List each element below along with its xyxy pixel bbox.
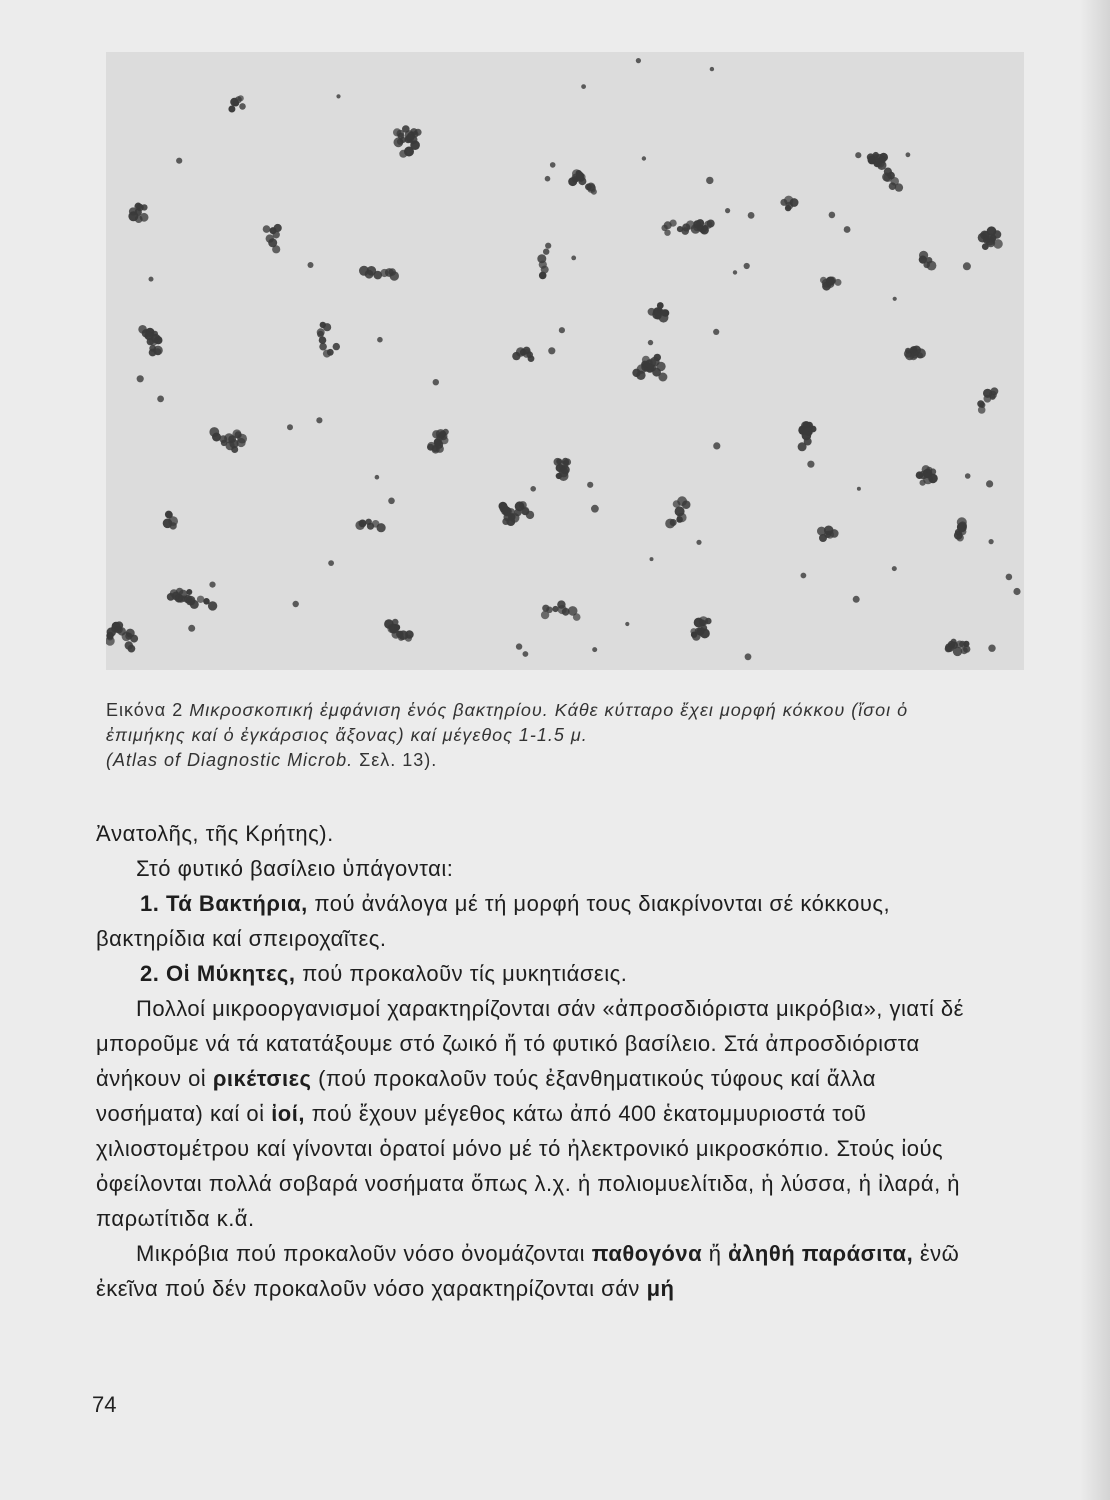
coccus-cell xyxy=(149,277,154,282)
paragraph-pathogens xyxy=(96,1236,976,1306)
coccus-cell xyxy=(963,262,971,270)
coccus-cell xyxy=(844,226,851,233)
coccus-cell xyxy=(209,582,215,588)
coccus-cell xyxy=(916,348,926,358)
coccus-cell xyxy=(167,593,175,601)
coccus-cell xyxy=(699,620,706,627)
line-continuation: Ἀνατολῆς, τῆς Κρήτης). xyxy=(96,821,334,846)
coccus-cell xyxy=(526,351,533,358)
coccus-cell xyxy=(810,426,817,433)
coccus-cell xyxy=(830,529,839,538)
coccus-cell xyxy=(697,224,704,231)
term-true-parasites: ἀληθή παράσιτα, xyxy=(728,1241,914,1266)
coccus-cell xyxy=(910,346,917,353)
coccus-cell xyxy=(163,519,173,529)
coccus-cell xyxy=(323,350,331,358)
coccus-cell xyxy=(648,340,653,345)
coccus-cell xyxy=(1013,588,1020,595)
coccus-cell xyxy=(784,196,793,205)
coccus-cell xyxy=(587,482,593,488)
coccus-cell xyxy=(706,177,713,184)
coccus-cell xyxy=(141,204,147,210)
coccus-cell xyxy=(713,442,720,449)
coccus-cell xyxy=(263,225,271,233)
coccus-cell xyxy=(516,643,522,649)
list-number-2: 2. xyxy=(140,961,160,986)
term-viruses: ἰοί, xyxy=(271,1101,305,1126)
coccus-cell xyxy=(389,268,396,275)
coccus-cell xyxy=(523,651,529,657)
body-text xyxy=(96,816,976,1306)
coccus-cell xyxy=(336,94,340,98)
caption-source-page: Σελ. 13). xyxy=(359,750,438,770)
intro-line: Στό φυτικό βασίλειο ὑπάγονται: xyxy=(136,856,454,881)
coccus-cell xyxy=(884,168,892,176)
coccus-cell xyxy=(546,607,553,614)
coccus-cell xyxy=(670,220,677,227)
para1-text-a: Πολλοί μικροοργανισμοί χαρακτηρίζονται σάν «ἀπροσδιόριστα μικρόβια», γιατί δέ μποροῦμε νά τά κατατάξουμε στό ζωικό ἤ τό φυτικό βασίλειο. Στά ἀπροσδιόριστα ἀνήκουν οἱ xyxy=(96,996,964,1091)
coccus-cell xyxy=(957,522,967,532)
coccus-cell xyxy=(853,596,860,603)
bacteria-micrograph xyxy=(106,52,1024,670)
coccus-cell xyxy=(710,67,714,71)
para1-text-b: (πού προκαλοῦν τούς ἐξανθηματικούς τύφους καί ἄλλα νοσήματα) καί οἱ xyxy=(96,1066,876,1126)
coccus-cell xyxy=(176,158,182,164)
coccus-cell xyxy=(670,519,677,526)
coccus-cell xyxy=(387,624,396,633)
coccus-cell xyxy=(433,379,439,385)
coccus-cell xyxy=(690,628,697,635)
caption-description: Μικροσκοπική ἐμφάνιση ἑνός βακτηρίου. Κάθε κύτταρο ἔχει μορφή κόκκου (ἴσοι ὁ ἐπιμήκης καί ὁ ἐγκάρσιος ἄξονας) καί μέγεθος 1-1.5 μ. xyxy=(106,700,909,745)
coccus-cell xyxy=(154,348,161,355)
coccus-cell xyxy=(550,162,556,168)
coccus-cell xyxy=(157,396,164,403)
coccus-cell xyxy=(507,508,514,515)
coccus-cell xyxy=(979,402,985,408)
coccus-cell xyxy=(188,625,195,632)
list-item-bacteria xyxy=(96,886,976,956)
coccus-cell xyxy=(927,261,937,271)
page-number: 74 xyxy=(92,1392,117,1417)
coccus-cell xyxy=(125,641,133,649)
caption-prefix: Εικόνα 2 xyxy=(106,700,184,720)
coccus-cell xyxy=(556,473,562,479)
coccus-cell xyxy=(377,523,386,532)
coccus-cell xyxy=(591,505,599,513)
coccus-cell xyxy=(632,369,640,377)
item1-text: πού ἀνάλογα μέ τή μορφή τους διακρίνονται σέ κόκκους, βακτηρίδια καί σπειροχαῖτες. xyxy=(96,891,891,951)
coccus-cell xyxy=(993,239,1003,249)
coccus-cell xyxy=(857,487,861,491)
coccus-cell xyxy=(559,327,565,333)
coccus-cell xyxy=(991,387,999,395)
coccus-cell xyxy=(573,613,581,621)
coccus-cell xyxy=(807,461,814,468)
term-fungi: Οἱ Μύκητες, xyxy=(165,961,296,986)
coccus-cell xyxy=(293,601,299,607)
coccus-cell xyxy=(648,308,656,316)
coccus-cell xyxy=(587,184,596,193)
coccus-cell xyxy=(855,152,861,158)
coccus-cell xyxy=(592,647,597,652)
coccus-cell xyxy=(287,424,293,430)
coccus-cell xyxy=(989,539,994,544)
coccus-cell xyxy=(138,325,147,334)
coccus-cell xyxy=(578,177,586,185)
coccus-cell xyxy=(707,220,715,228)
coccus-cell xyxy=(316,417,322,423)
coccus-cell xyxy=(359,520,367,528)
coccus-cell xyxy=(920,480,926,486)
coccus-cell xyxy=(402,125,410,133)
term-bacteria: Τά Βακτήρια, xyxy=(165,891,308,916)
coccus-cell xyxy=(270,227,277,234)
coccus-cell xyxy=(1006,574,1013,581)
coccus-cell xyxy=(375,475,380,480)
coccus-cell xyxy=(432,430,440,438)
coccus-cell xyxy=(965,473,971,479)
coccus-cell xyxy=(696,540,701,545)
coccus-cell xyxy=(961,647,968,654)
coccus-cell xyxy=(320,322,326,328)
coccus-cell xyxy=(650,557,654,561)
coccus-cell xyxy=(397,139,403,145)
coccus-cell xyxy=(675,506,685,516)
list-item-fungi xyxy=(96,956,976,991)
para1-text-c: πού ἔχουν μέγεθος κάτω ἀπό 400 ἑκατομμυριοστά τοῦ χιλιοστομέτρου καί γίνονται ὁρατοί μόνο μέ τό ἠλεκτρονικό μικροσκόπιο. Στούς ἰούς ὀφείλονται πολλά σοβαρά νοσήματα ὅπως λ.χ. ἡ πολιομυελίτιδα, ἡ λύσσα, ἡ ἰλαρά, ἡ παρωτίτιδα κ.ἄ. xyxy=(96,1101,961,1231)
term-rickettsiae: ρικέτσιες xyxy=(212,1066,312,1091)
coccus-cell xyxy=(333,343,340,350)
coccus-cell xyxy=(537,254,546,263)
para2-text-a: Μικρόβια πού προκαλοῦν νόσο ὀνομάζονται xyxy=(136,1241,585,1266)
coccus-cell xyxy=(906,152,911,157)
figure-caption xyxy=(106,698,986,773)
caption-source-title: (Atlas of Diagnostic Microb. xyxy=(106,750,354,770)
coccus-cell xyxy=(328,560,334,566)
coccus-cell xyxy=(748,212,755,219)
coccus-cell xyxy=(798,442,807,451)
coccus-cell xyxy=(571,256,576,261)
coccus-cell xyxy=(107,634,114,641)
coccus-cell xyxy=(829,212,836,219)
coccus-cell xyxy=(785,205,791,211)
coccus-cell xyxy=(228,106,235,113)
paragraph-unclassified-microbes xyxy=(96,991,976,1236)
coccus-cell xyxy=(983,237,990,244)
coccus-cell xyxy=(879,153,888,162)
coccus-cell xyxy=(516,347,525,356)
coccus-cell xyxy=(926,467,932,473)
coccus-cell xyxy=(543,249,549,255)
coccus-cell xyxy=(713,329,719,335)
coccus-cell xyxy=(530,486,536,492)
micrograph-image xyxy=(106,52,1024,670)
coccus-cell xyxy=(625,622,629,626)
coccus-cell xyxy=(893,297,897,301)
coccus-cell xyxy=(149,337,158,346)
coccus-cell xyxy=(526,511,534,519)
para2-text-c: ἐνῶ ἐκεῖνα πού δέν προκαλοῦν νόσο χαρακτηρίζονται σάν xyxy=(96,1241,960,1301)
coccus-cell xyxy=(319,343,327,351)
coccus-cell xyxy=(545,243,551,249)
coccus-cell xyxy=(562,458,569,465)
coccus-cell xyxy=(801,573,807,579)
coccus-cell xyxy=(308,262,314,268)
coccus-cell xyxy=(545,176,551,182)
coccus-cell xyxy=(388,498,395,505)
coccus-cell xyxy=(636,58,641,63)
coccus-cell xyxy=(152,331,158,337)
coccus-cell xyxy=(744,263,750,269)
coccus-cell xyxy=(412,131,419,138)
coccus-cell xyxy=(233,100,240,107)
coccus-cell xyxy=(986,480,993,487)
term-non: μή xyxy=(646,1276,675,1301)
coccus-cell xyxy=(186,596,196,606)
coccus-cell xyxy=(129,207,137,215)
coccus-cell xyxy=(548,347,555,354)
coccus-cell xyxy=(892,566,897,571)
term-pathogens: παθογόνα xyxy=(591,1241,703,1266)
coccus-cell xyxy=(137,375,144,382)
coccus-cell xyxy=(835,279,842,286)
list-number-1: 1. xyxy=(140,891,160,916)
coccus-cell xyxy=(733,270,737,274)
coccus-cell xyxy=(673,500,681,508)
coccus-cell xyxy=(377,337,383,343)
coccus-cell xyxy=(951,639,957,645)
coccus-cell xyxy=(745,653,752,660)
coccus-cell xyxy=(988,645,995,652)
coccus-cell xyxy=(642,156,646,160)
coccus-cell xyxy=(725,208,730,213)
coccus-cell xyxy=(867,153,875,161)
coccus-cell xyxy=(317,328,325,336)
coccus-cell xyxy=(319,336,327,344)
item2-text: πού προκαλοῦν τίς μυκητιάσεις. xyxy=(302,961,628,986)
para2-text-b: ἤ xyxy=(708,1241,722,1266)
coccus-cell xyxy=(959,641,966,648)
coccus-cell xyxy=(209,427,219,437)
page-edge-shadow xyxy=(1080,0,1110,1500)
coccus-cell xyxy=(581,84,586,89)
coccus-cell xyxy=(239,103,246,110)
